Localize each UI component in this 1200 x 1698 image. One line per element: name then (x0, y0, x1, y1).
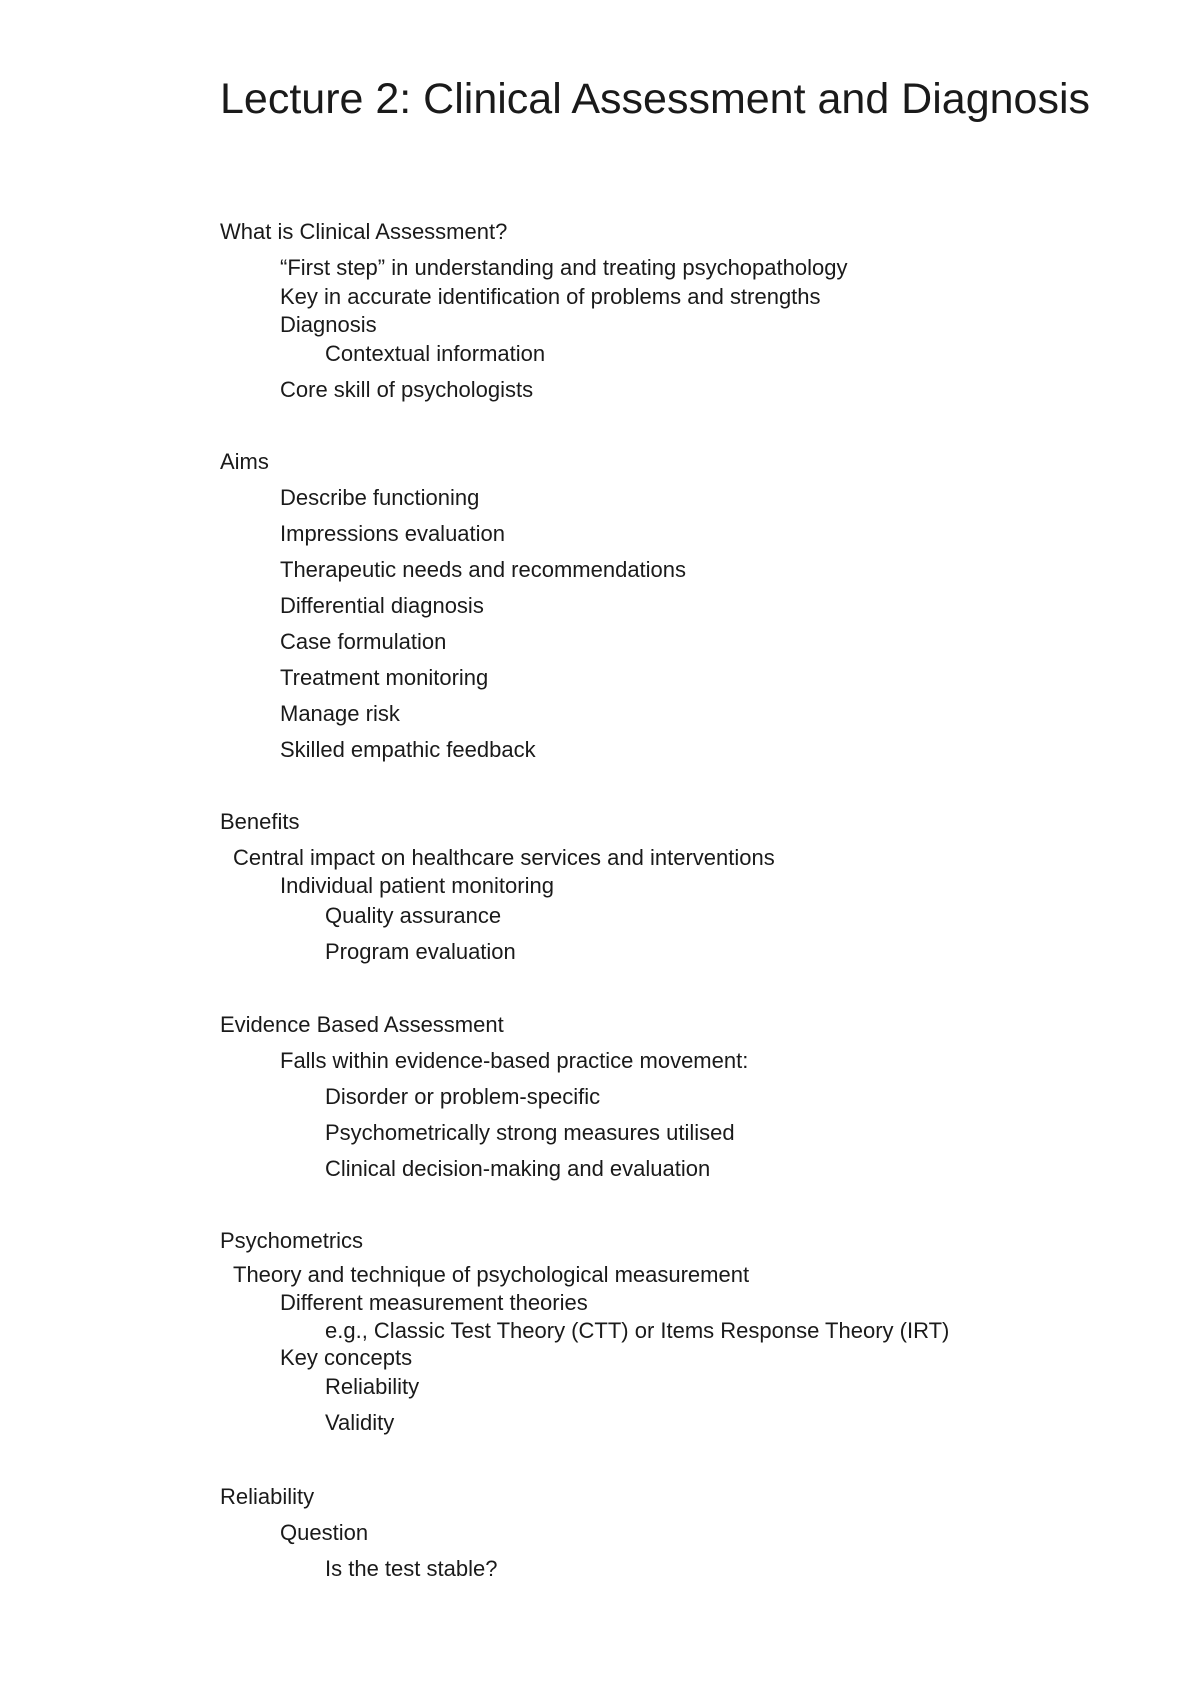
list-item: Different measurement theories (280, 1290, 588, 1315)
list-item: Individual patient monitoring (280, 873, 554, 898)
section-heading-benefits: Benefits (220, 809, 300, 834)
list-item: Treatment monitoring (280, 665, 489, 690)
list-item: Impressions evaluation (280, 521, 506, 546)
list-item: Case formulation (280, 629, 447, 654)
list-item: Differential diagnosis (280, 593, 484, 618)
list-item: Diagnosis (280, 312, 377, 337)
list-item: Quality assurance (325, 903, 502, 928)
list-item: Key in accurate identification of problems and strengths (280, 284, 821, 309)
list-item: Manage risk (280, 701, 400, 726)
list-item: “First step” in understanding and treating psychopathology (280, 255, 848, 280)
list-item: Skilled empathic feedback (280, 737, 536, 762)
section-heading-eba: Evidence Based Assessment (220, 1012, 504, 1037)
list-item: Core skill of psychologists (280, 377, 534, 402)
list-item: Clinical decision-making and evaluation (325, 1156, 711, 1181)
list-item: Program evaluation (325, 939, 516, 964)
list-item: Psychometrically strong measures utilised (325, 1120, 735, 1145)
list-item: Key concepts (280, 1345, 413, 1370)
section-heading-aims: Aims (220, 449, 269, 474)
section-heading-reliability: Reliability (220, 1484, 315, 1509)
list-item: Question (280, 1520, 369, 1545)
list-item: Theory and technique of psychological measurement (233, 1262, 750, 1287)
list-item: Is the test stable? (325, 1556, 498, 1581)
list-item: Validity (325, 1410, 395, 1435)
page-title: Lecture 2: Clinical Assessment and Diagnosis (220, 75, 1090, 123)
section-heading-psychometrics: Psychometrics (220, 1228, 364, 1253)
list-item: Contextual information (325, 341, 546, 366)
list-item: e.g., Classic Test Theory (CTT) or Items Response Theory (IRT) (325, 1318, 950, 1343)
list-item: Describe functioning (280, 485, 480, 510)
list-item: Therapeutic needs and recommendations (280, 557, 687, 582)
list-item: Falls within evidence-based practice movement: (280, 1048, 749, 1073)
list-item: Reliability (325, 1374, 420, 1399)
list-item: Central impact on healthcare services and interventions (233, 845, 775, 870)
section-heading-what-is: What is Clinical Assessment? (220, 219, 508, 244)
list-item: Disorder or problem-specific (325, 1084, 601, 1109)
